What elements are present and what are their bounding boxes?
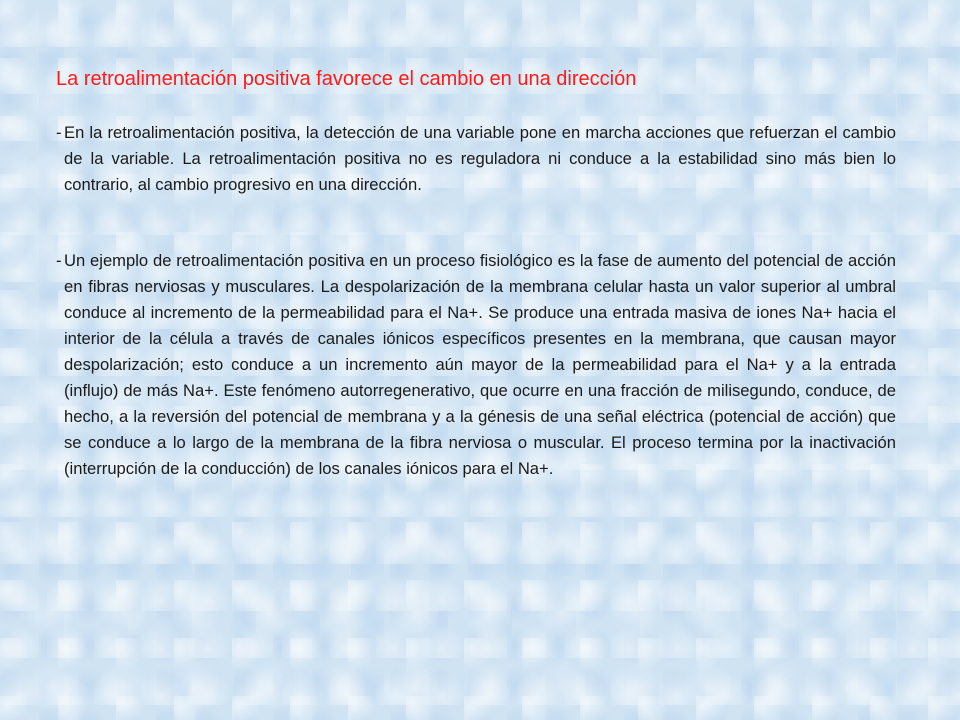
slide-title: La retroalimentación positiva favorece el cambio en una dirección [56, 68, 637, 90]
paragraph-text: En la retroalimentación positiva, la detección de una variable pone en marcha acciones que refuerzan el cambio de la variable. La retroalimentación positiva no es reguladora ni conduce a la estabilidad sino más bien lo contrario, al cambio progresivo en una dirección. [64, 123, 896, 194]
paragraph-action-potential-example [56, 248, 896, 482]
bullet-dash: - [56, 251, 62, 270]
bullet-dash: - [56, 123, 62, 142]
paragraph-text: Un ejemplo de retroalimentación positiva en un proceso fisiológico es la fase de aumento del potencial de acción en fibras nerviosas y musculares. La despolarización de la membrana celular hasta un valor superior al umbral conduce al incremento de la permeabilidad para el Na+. Se produce una entrada masiva de iones Na+ hacia el interior de la célula a través de canales iónicos específicos presentes en la membrana, que causan mayor despolarización; esto conduce a un incremento aún mayor de la permeabilidad para el Na+ y a la entrada (influjo) de más Na+. Este fenómeno autorregenerativo, que ocurre en una fracción de milisegundo, conduce, de hecho, a la reversión del potencial de membrana y a la génesis de una señal eléctrica (potencial de acción) que se conduce a lo largo de la membrana de la fibra nerviosa o muscular. El proceso termina por la inactivación (interrupción de la conducción) de los canales iónicos para el Na+. [64, 251, 896, 478]
paragraph-positive-feedback-definition [56, 120, 896, 198]
